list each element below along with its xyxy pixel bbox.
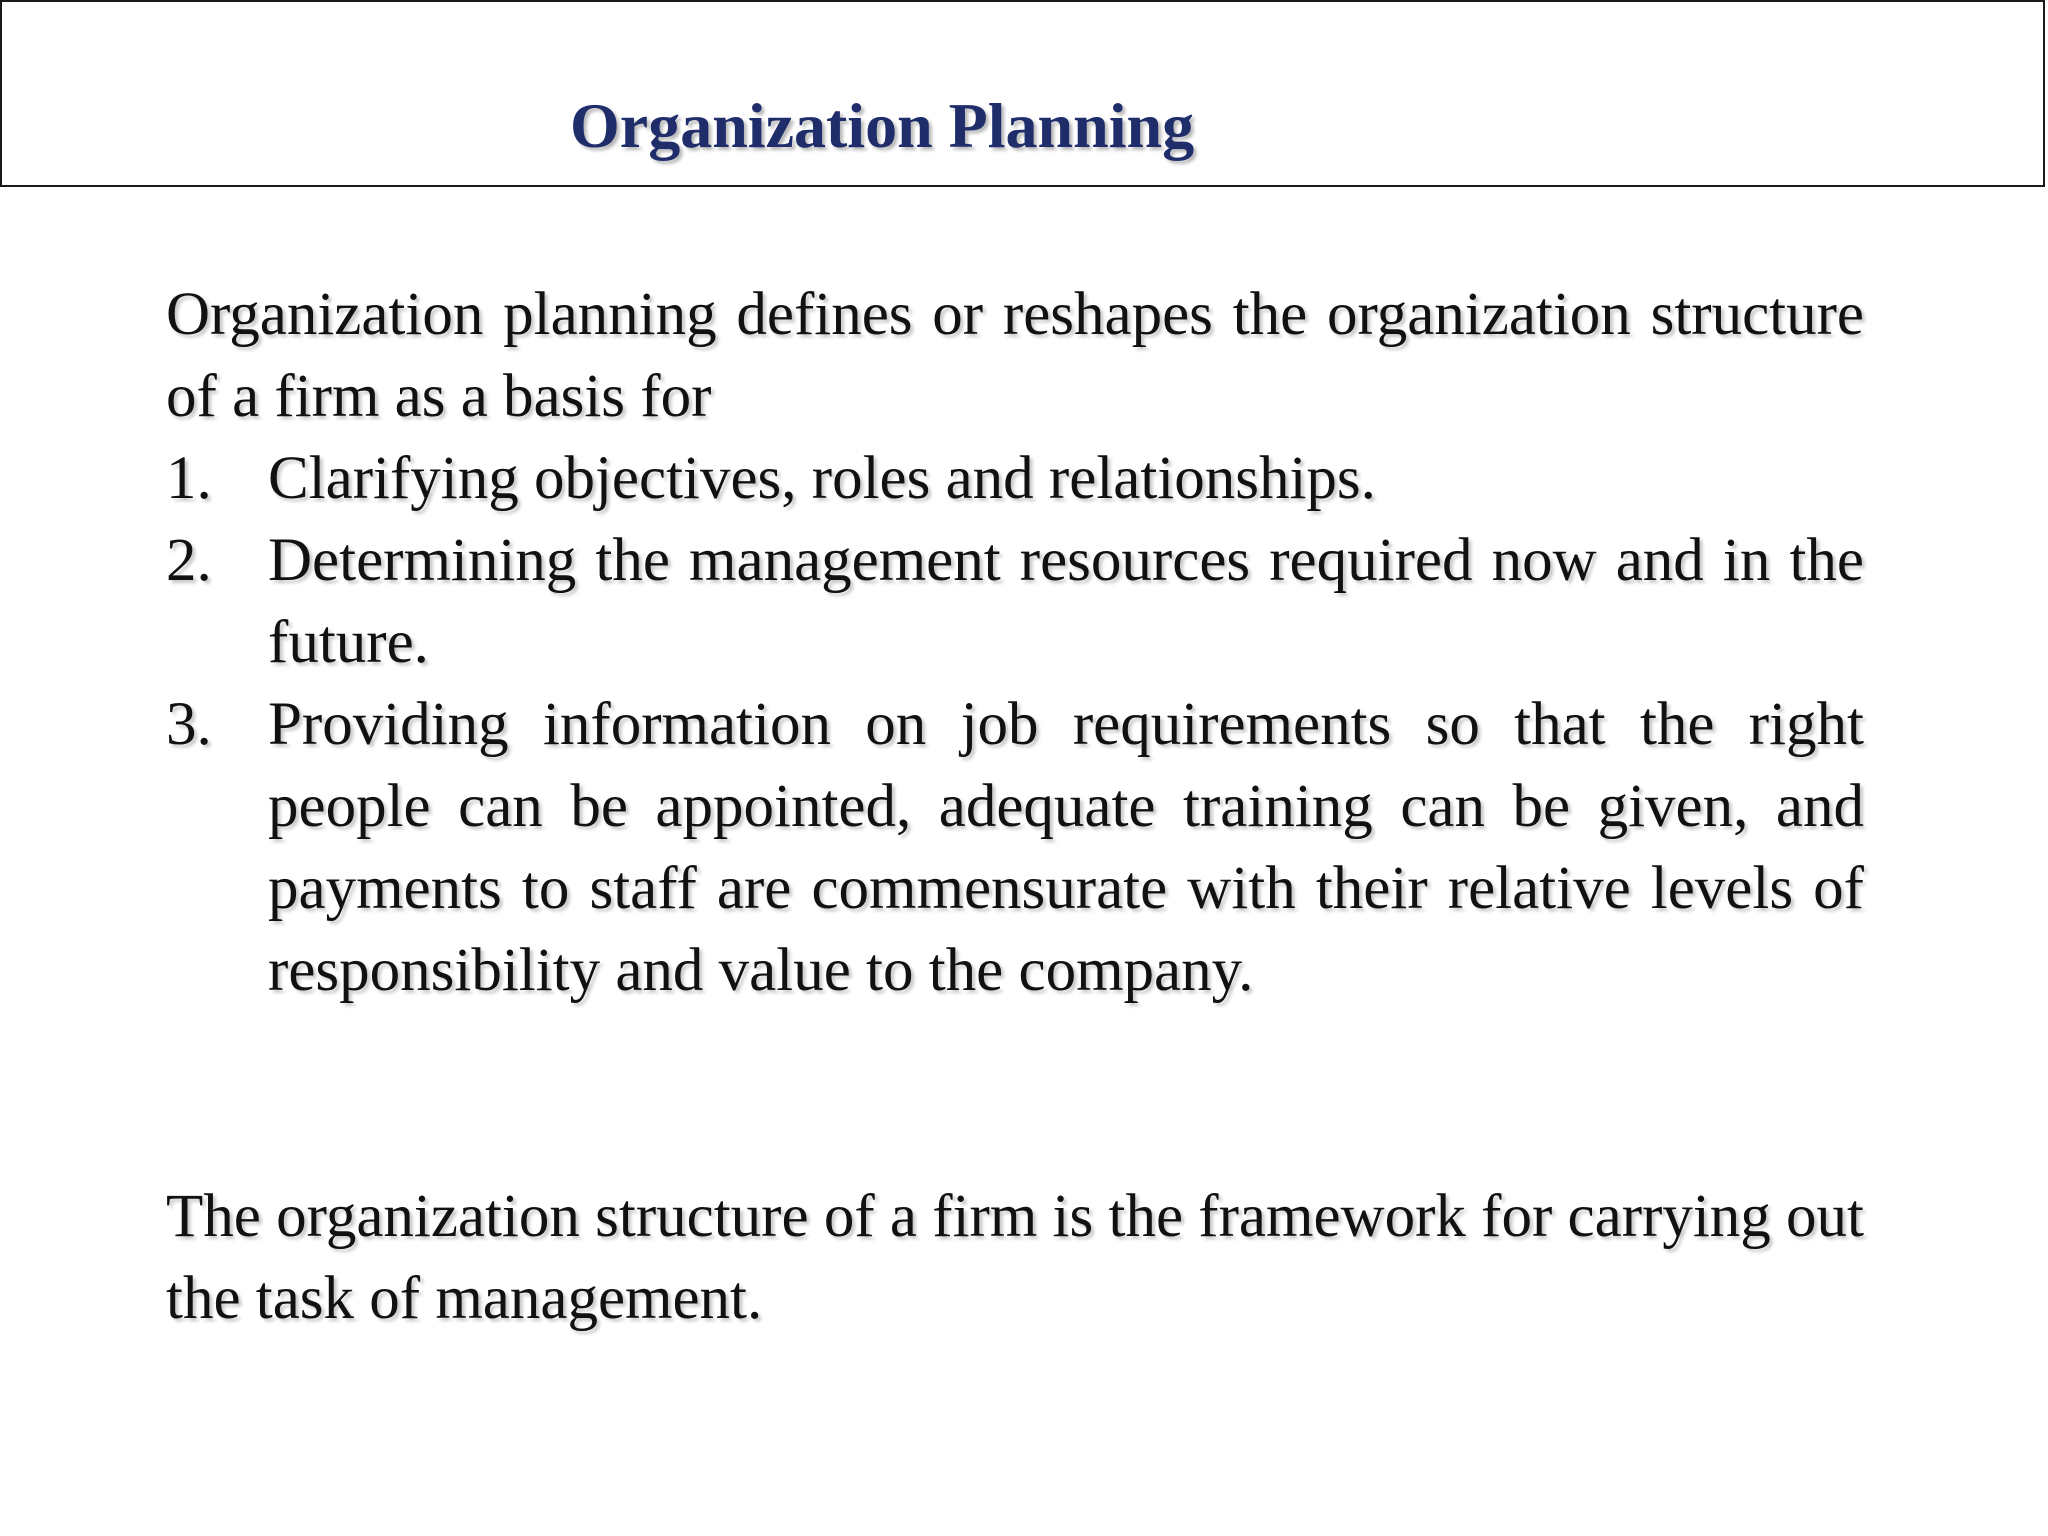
list-item-text: Providing information on job requirements so that the right people can be appointed, adequate training can be given, and payments to staff are commensurate with their relative levels of responsibility and value to the company. <box>268 691 1864 1004</box>
list-item <box>166 684 1864 1012</box>
closing-block <box>166 1176 1864 1340</box>
list-item-number: 3. <box>166 691 212 758</box>
list-item <box>166 520 1864 684</box>
slide-title: Organization Planning <box>570 90 1195 161</box>
title-box <box>0 0 2045 187</box>
list-item-number: 1. <box>166 445 212 512</box>
list-item-text: Clarifying objectives, roles and relationships. <box>268 445 1376 512</box>
closing-paragraph: The organization structure of a firm is the framework for carrying out the task of management. <box>166 1183 1864 1332</box>
list-item-number: 2. <box>166 527 212 594</box>
points-list <box>166 438 1864 1012</box>
list-item-text: Determining the management resources required now and in the future. <box>268 527 1864 676</box>
intro-paragraph: Organization planning defines or reshapes the organization structure of a firm as a basis for <box>166 281 1864 430</box>
list-item <box>166 438 1864 520</box>
intro-block <box>166 274 1864 438</box>
